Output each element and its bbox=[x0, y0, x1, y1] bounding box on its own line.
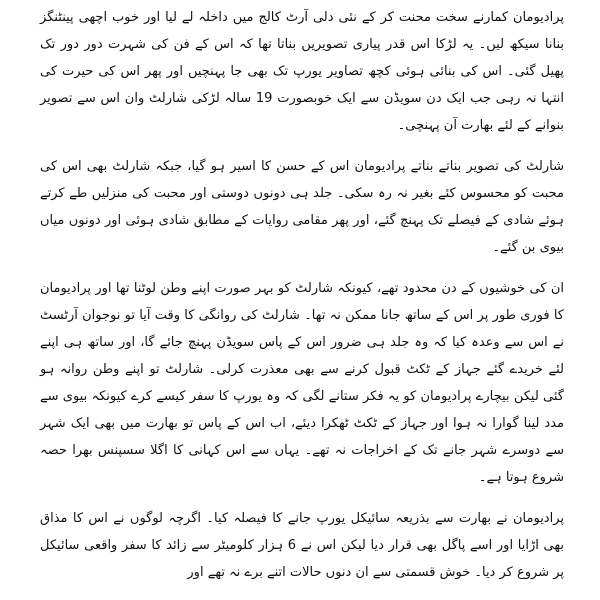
article-paragraph-3: ان کی خوشیوں کے دن محدود تھے، کیونکہ شارلٹ کو بہر صورت اپنے وطن لوٹنا تھا اور پرادیومان کا فوری طور پر اس کے ساتھ جانا ممکن نہ تھا۔ شارلٹ کی روانگی کا وقت آیا تو نوجوان آرٹسٹ نے اس سے وعدہ کیا کہ وہ جلد ہی ضرور اس کے پاس سویڈن پہنچ جائے گا، اور ساتھ ہی اپنے لئے خریدے گئے جہاز کے ٹکٹ قبول کرنے سے بھی معذرت کرلی۔ شارلٹ تو اپنے وطن روانہ ہو گئی لیکن بیچارے پرادیومان کو یہ فکر ستانے لگی کہ وہ یورپ کا سفر کیسے کرے کیونکہ بیوی سے مدد لینا گوارا نہ ہوا اور جہاز کے ٹکٹ ٹھکرا دیئے، اب اس کے پاس تو بھارت میں بھی ایک شہر سے دوسرے شہر جانے تک کے اخراجات نہ تھے۔ یہاں سے اس کہانی کا اگلا سسپنس بھرا حصہ شروع ہوتا ہے۔ bbox=[40, 281, 564, 485]
article-paragraph-4: پرادیومان نے بھارت سے بذریعہ سائیکل یورپ جانے کا فیصلہ کیا۔ اگرچہ لوگوں نے اس کا مذاق بھی اڑایا اور اسے پاگل بھی قرار دیا لیکن اس نے 6 ہزار کلومیٹر سے زائد کا سفر واقعی سائیکل پر شروع کر دیا۔ خوش قسمتی سے ان دنوں حالات اتنے برے نہ تھے اور bbox=[40, 511, 564, 580]
article-paragraph-2: شارلٹ کی تصویر بناتے بناتے پرادیومان اس کے حسن کا اسیر ہو گیا، جبکہ شارلٹ بھی اس کی محبت کو محسوس کئے بغیر نہ رہ سکی۔ جلد ہی دونوں دوستی اور محبت کی منزلیں طے کرتے ہوئے شادی کے فیصلے تک پہنچ گئے، اور پھر مقامی روایات کے مطابق شادی ہوئی اور دونوں میاں بیوی بن گئے۔ bbox=[40, 159, 564, 255]
article-paragraph-1: پرادیومان کمارنے سخت محنت کر کے نئی دلی آرٹ کالج میں داخلہ لے لیا اور خوب اچھی پینٹنگز بنانا سیکھ لیں۔ یہ لڑکا اس قدر پیاری تصویریں بناتا تھا کہ اس کے فن کی شہرت دور دور تک پھیل گئی۔ اس کی بنائی ہوئی کچھ تصاویر یورپ تک بھی جا پہنچیں اور پھر اس کی حیرت کی انتہا نہ رہی جب ایک دن سویڈن سے ایک خوبصورت 19 سالہ لڑکی شارلٹ وان اس سے تصویر بنوانے کے لئے بھارت آن پہنچی۔ bbox=[40, 10, 564, 133]
